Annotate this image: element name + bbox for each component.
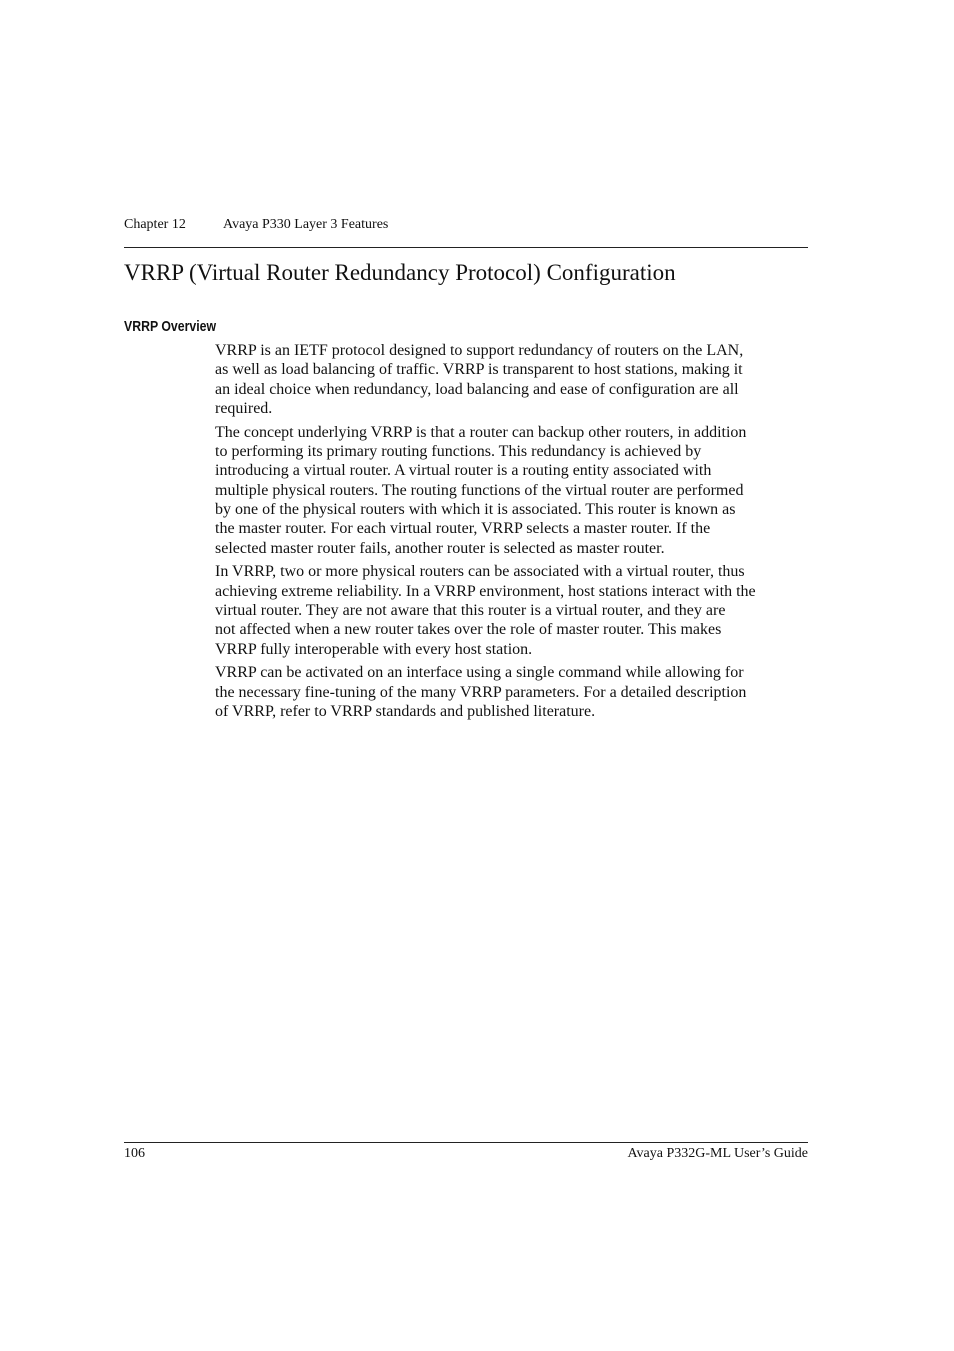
text-line: introducing a virtual router. A virtual router is a routing entity associated with bbox=[215, 462, 712, 480]
body-text bbox=[215, 341, 815, 726]
text-line: virtual router. They are not aware that this router is a virtual router, and they are bbox=[215, 602, 726, 620]
footer-rule bbox=[124, 1142, 808, 1143]
text-line: not affected when a new router takes over the role of master router. This makes bbox=[215, 621, 722, 639]
page-number: 106 bbox=[124, 1146, 145, 1161]
text-line: VRRP can be activated on an interface using a single command while allowing for bbox=[215, 664, 744, 682]
text-line: by one of the physical routers with which it is associated. This router is known as bbox=[215, 501, 736, 519]
chapter-title: Avaya P330 Layer 3 Features bbox=[223, 217, 389, 232]
paragraph-4 bbox=[215, 663, 815, 721]
running-header bbox=[124, 216, 389, 234]
text-line: selected master router fails, another router is selected as master router. bbox=[215, 539, 665, 557]
text-line: VRRP is an IETF protocol designed to support redundancy of routers on the LAN, bbox=[215, 342, 744, 359]
text-line: In VRRP, two or more physical routers can be associated with a virtual router, thus bbox=[215, 563, 745, 581]
text-line: the master router. For each virtual router, VRRP selects a master router. If the bbox=[215, 520, 711, 538]
text-line: The concept underlying VRRP is that a router can backup other routers, in addition bbox=[215, 423, 747, 441]
text-line: VRRP fully interoperable with every host station. bbox=[215, 640, 533, 658]
text-line: to performing its primary routing functions. This redundancy is achieved by bbox=[215, 443, 702, 461]
subsection-heading: VRRP Overview bbox=[124, 318, 217, 335]
guide-title: Avaya P332G-ML User’s Guide bbox=[627, 1146, 808, 1161]
paragraph-1 bbox=[215, 341, 815, 418]
text-line: multiple physical routers. The routing functions of the virtual router are performed bbox=[215, 481, 744, 499]
paragraph-2 bbox=[215, 423, 815, 558]
section-title: VRRP (Virtual Router Redundancy Protocol) Configuration bbox=[124, 260, 676, 285]
text-line: as well as load balancing of traffic. VRRP is transparent to host stations, making it bbox=[215, 361, 743, 379]
text-line: required. bbox=[215, 400, 273, 418]
text-line: achieving extreme reliability. In a VRRP environment, host stations interact with the bbox=[215, 582, 756, 600]
text-line: an ideal choice when redundancy, load balancing and ease of configuration are all bbox=[215, 380, 739, 398]
text-line: the necessary fine-tuning of the many VRRP parameters. For a detailed description bbox=[215, 683, 747, 701]
paragraph-3 bbox=[215, 562, 815, 659]
chapter-number: Chapter 12 bbox=[124, 217, 186, 232]
running-footer bbox=[124, 1145, 808, 1163]
header-rule bbox=[124, 247, 808, 248]
text-line: of VRRP, refer to VRRP standards and published literature. bbox=[215, 703, 596, 721]
